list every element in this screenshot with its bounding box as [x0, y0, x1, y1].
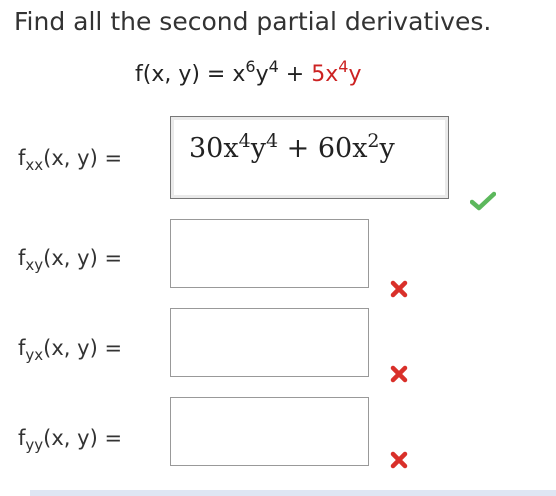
- x-icon: [389, 450, 409, 474]
- function-lhs: f(x, y) = x: [135, 62, 246, 87]
- bottom-divider: [30, 490, 556, 496]
- fxx-answer-value: $30x^4y^4 + 60x^2y$: [189, 130, 395, 164]
- function-term-highlight: 5x: [311, 62, 339, 87]
- fyy-label: $f_{yy}(x$, y) =: [18, 426, 123, 455]
- function-plus: +: [278, 62, 312, 87]
- x-icon: [389, 364, 409, 388]
- function-term-highlight: y: [348, 62, 362, 87]
- fxx-answer-field[interactable]: [170, 116, 449, 199]
- fyx-label: $f_{yx}(x$, y) =: [18, 336, 123, 365]
- function-exponent-highlight: 4: [338, 56, 349, 76]
- function-exponent: 4: [268, 56, 279, 76]
- question-title: Find all the second partial derivatives.: [14, 7, 492, 36]
- function-definition: [135, 56, 362, 90]
- fxy-label: $f_{xy}(x$, y) =: [18, 246, 123, 275]
- fxx-label: $f_{xx}(x$, y) =: [18, 146, 123, 175]
- x-icon: [389, 279, 409, 303]
- fxy-answer-field[interactable]: [170, 219, 369, 288]
- fyy-answer-field[interactable]: [170, 397, 369, 466]
- function-exponent: 6: [245, 56, 256, 76]
- check-icon: [470, 191, 496, 215]
- fyx-answer-field[interactable]: [170, 308, 369, 377]
- function-term: y: [255, 62, 269, 87]
